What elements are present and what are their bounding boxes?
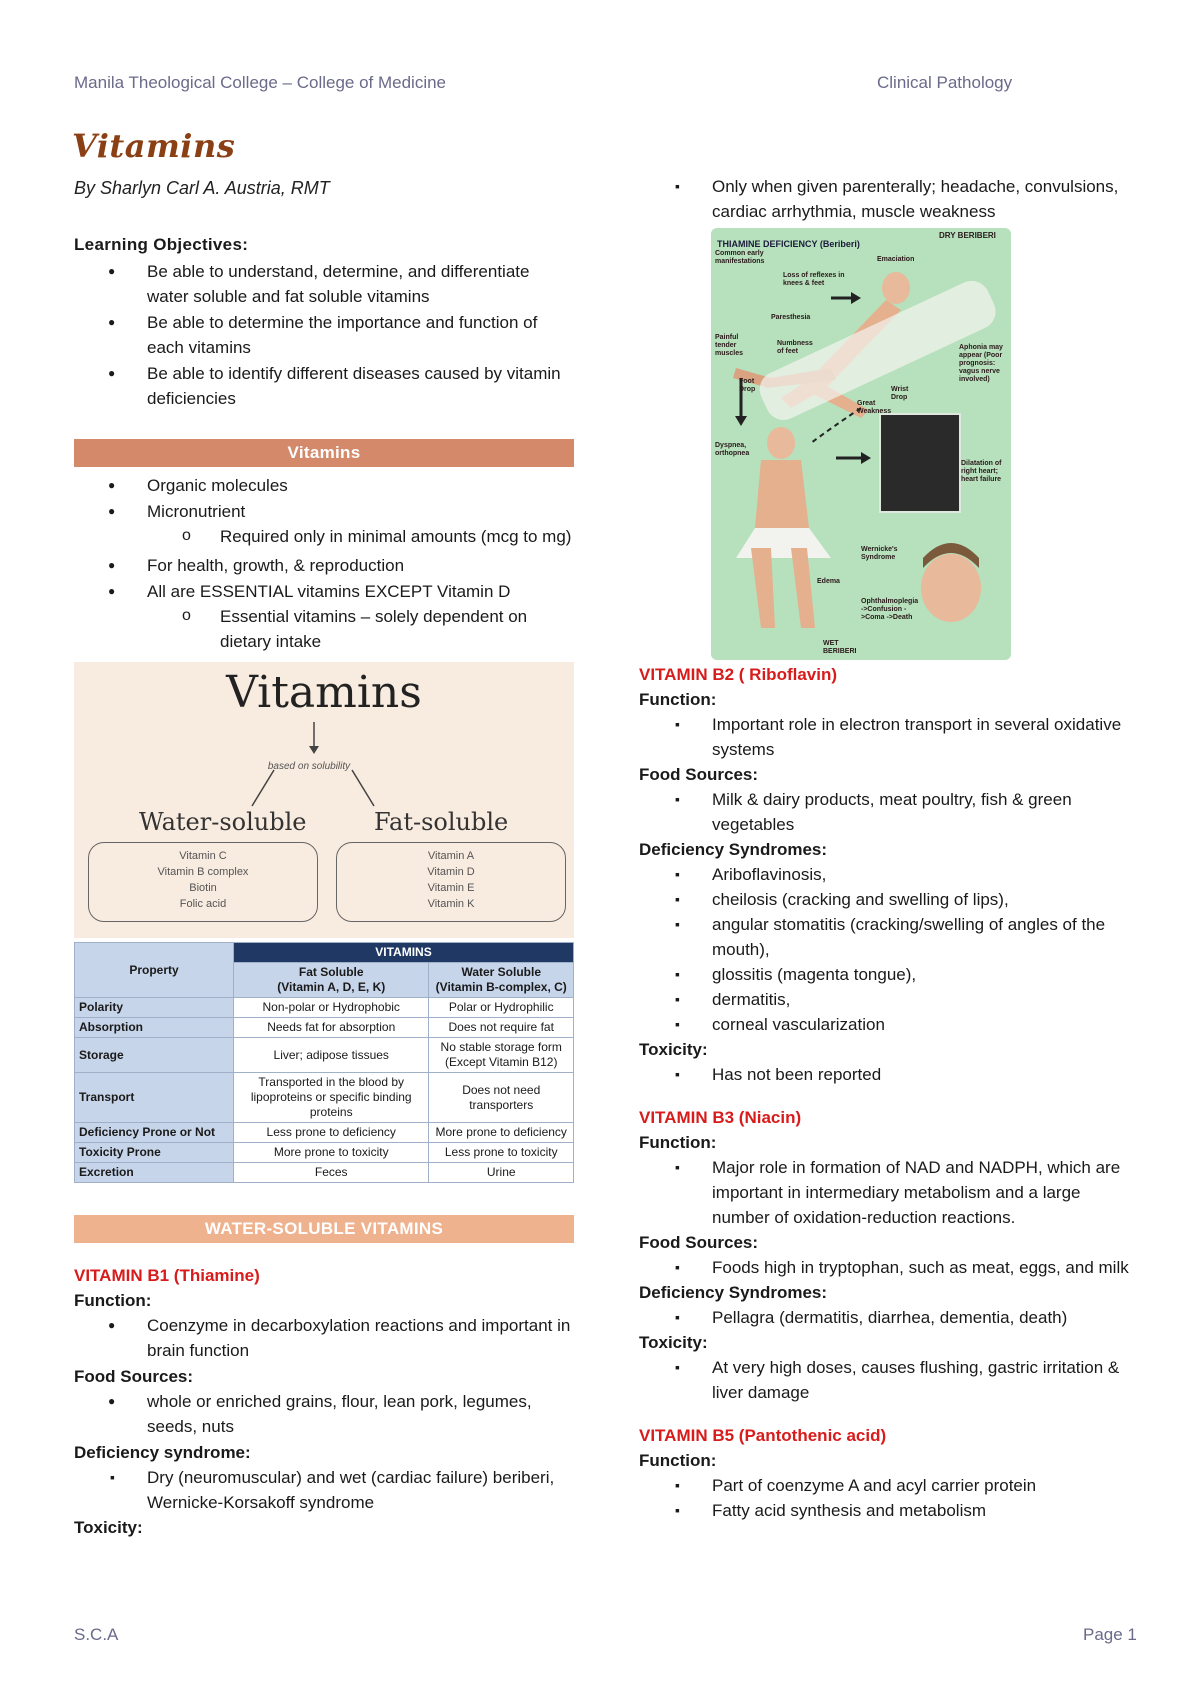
b2-deficiency-label: Deficiency Syndromes: <box>639 840 828 859</box>
vitamins-bullet-text: All are ESSENTIAL vitamins EXCEPT Vitamin D <box>147 582 511 601</box>
b2-food-list <box>639 787 1139 837</box>
b3-food-list <box>639 1255 1139 1280</box>
fat-soluble-item: Vitamin A <box>427 850 475 862</box>
b2-food-label: Food Sources: <box>639 765 759 784</box>
dry-beriberi-label: DRY BERIBERI <box>939 231 996 240</box>
table-header-fat <box>234 963 429 998</box>
table-row <box>75 1073 574 1123</box>
vitamins-list <box>74 473 574 654</box>
b1-deficiency-list <box>74 1465 574 1515</box>
vitamins-bullet <box>74 499 574 549</box>
vitamins-bullet <box>74 579 574 654</box>
fat-soluble-item: Vitamin D <box>427 866 475 878</box>
table-header-water <box>429 963 574 998</box>
objective-item: ● Be able to identify different diseases caused by vitamin deficiencies <box>74 361 574 411</box>
b1-toxicity-item: ▪ Only when given parenterally; headache, convulsions, cardiac arrhythmia, muscle weakness <box>639 174 1139 224</box>
vitamins-concept-figure <box>74 662 574 938</box>
vitamin-b5-heading: VITAMIN B5 (Pantothenic acid) <box>639 1426 887 1445</box>
fat-soluble-box <box>336 842 566 922</box>
table-cell-property: Toxicity Prone <box>75 1143 234 1163</box>
water-soluble-title: Water-soluble <box>139 808 307 836</box>
b2-function-label: Function: <box>639 690 717 709</box>
b1-deficiency-label: Deficiency syndrome: <box>74 1443 251 1462</box>
table-row <box>75 1143 574 1163</box>
b2-deficiency-item: ▪ corneal vascularization <box>639 1012 1139 1037</box>
b1-food-item: ● whole or enriched grains, flour, lean pork, legumes, seeds, nuts <box>74 1389 574 1439</box>
fat-soluble-title: Fat-soluble <box>374 808 509 836</box>
b1-function-list <box>74 1313 574 1363</box>
b5-function-label: Function: <box>639 1451 717 1470</box>
table-row <box>75 1018 574 1038</box>
objective-item: ● Be able to understand, determine, and differentiate water soluble and fat soluble vitamins <box>74 259 574 309</box>
table-cell-water: Urine <box>429 1163 574 1183</box>
b1-toxicity-list <box>639 174 1139 224</box>
vitamins-section-heading: Vitamins <box>74 439 574 467</box>
b1-function-item: ● Coenzyme in decarboxylation reactions and important in brain function <box>74 1313 574 1363</box>
b2-deficiency-item: ▪ cheilosis (cracking and swelling of lips), <box>639 887 1139 912</box>
table-cell-water: No stable storage form (Except Vitamin B12) <box>429 1038 574 1073</box>
objectives-heading: Learning Objectives: <box>74 235 249 254</box>
b2-deficiency-list <box>639 862 1139 1037</box>
b3-food-item: ▪ Foods high in tryptophan, such as meat, eggs, and milk <box>639 1255 1139 1280</box>
b3-deficiency-list <box>639 1305 1139 1330</box>
water-soluble-item: Folic acid <box>179 898 227 910</box>
left-column <box>74 232 574 1540</box>
water-soluble-item: Vitamin B complex <box>157 866 249 878</box>
footer-left: S.C.A <box>74 1625 119 1644</box>
b2-deficiency-item: ▪ dermatitis, <box>639 987 1139 1012</box>
water-soluble-box <box>88 842 318 922</box>
water-soluble-item: Vitamin C <box>179 850 227 862</box>
vitamins-sub-bullet: o Essential vitamins – solely dependent on dietary intake <box>74 604 574 654</box>
table-cell-fat: Non-polar or Hydrophobic <box>234 998 429 1018</box>
table-cell-water: More prone to deficiency <box>429 1123 574 1143</box>
b5-function-item: ▪ Part of coenzyme A and acyl carrier protein <box>639 1473 1139 1498</box>
table-header-fat-title: Fat Soluble <box>298 965 364 979</box>
table-row <box>75 1163 574 1183</box>
vitamins-sub-bullet: o Required only in minimal amounts (mcg to mg) <box>74 524 574 549</box>
table-cell-fat: More prone to toxicity <box>234 1143 429 1163</box>
b5-function-list <box>639 1473 1139 1523</box>
b2-deficiency-item: ▪ angular stomatitis (cracking/swelling of angles of the mouth), <box>639 912 1139 962</box>
footer-page-number: Page 1 <box>1083 1625 1137 1644</box>
objectives-list <box>74 259 574 411</box>
table-cell-fat: Liver; adipose tissues <box>234 1038 429 1073</box>
page-header-right: Clinical Pathology <box>877 73 1013 92</box>
b1-function-label: Function: <box>74 1291 152 1310</box>
page-title: Vitamins <box>72 127 236 165</box>
concept-arrow-label: based on solubility <box>267 761 351 772</box>
fat-soluble-item: Vitamin K <box>427 898 475 910</box>
vitamin-b2-heading: VITAMIN B2 ( Riboflavin) <box>639 665 838 684</box>
b2-function-item: ▪ Important role in electron transport in several oxidative systems <box>639 712 1139 762</box>
table-cell-property: Excretion <box>75 1163 234 1183</box>
tag-emaciation: Emaciation <box>877 256 915 263</box>
page-header-left: Manila Theological College – College of Medicine <box>74 73 447 92</box>
chest-xray <box>879 413 961 513</box>
table-cell-property: Polarity <box>75 998 234 1018</box>
b3-deficiency-label: Deficiency Syndromes: <box>639 1283 828 1302</box>
tag-dilatation: Dilatation of right heart; heart failure <box>961 460 1002 483</box>
b1-toxicity-label: Toxicity: <box>74 1518 143 1537</box>
b3-toxicity-label: Toxicity: <box>639 1333 708 1352</box>
b2-food-item: ▪ Milk & dairy products, meat poultry, fish & green vegetables <box>639 787 1139 837</box>
b3-deficiency-item: ▪ Pellagra (dermatitis, diarrhea, dementia, death) <box>639 1305 1139 1330</box>
b1-food-label: Food Sources: <box>74 1367 194 1386</box>
table-header-water-title: Water Soluble <box>461 965 542 979</box>
wet-beriberi-label: WET BERIBERI <box>823 640 857 655</box>
illustration-title: THIAMINE DEFICIENCY (Beriberi) <box>717 239 860 249</box>
water-soluble-section-heading: WATER-SOLUBLE VITAMINS <box>74 1215 574 1243</box>
tag-edema: Edema <box>817 578 840 585</box>
table-header-water-sub: (Vitamin B-complex, C) <box>435 980 567 994</box>
tag-aphonia: Aphonia may appear (Poor prognosis: vagus nerve involved) <box>959 344 1003 383</box>
table-cell-property: Absorption <box>75 1018 234 1038</box>
table-cell-property: Storage <box>75 1038 234 1073</box>
objective-item: ● Be able to determine the importance and function of each vitamins <box>74 310 574 360</box>
b3-function-label: Function: <box>639 1133 717 1152</box>
tag-foot-drop: Foot Drop <box>739 378 756 393</box>
tag-ophthalmoplegia: Ophthalmoplegia ->Confusion ->Coma ->Death <box>861 598 919 621</box>
beriberi-figures <box>711 228 1011 660</box>
vitamin-property-table <box>74 942 574 1183</box>
table-header-fat-sub: (Vitamin A, D, E, K) <box>277 980 386 994</box>
tag-painful: Painful tender muscles <box>715 334 744 357</box>
table-cell-fat: Feces <box>234 1163 429 1183</box>
table-cell-water: Less prone to toxicity <box>429 1143 574 1163</box>
table-cell-fat: Needs fat for absorption <box>234 1018 429 1038</box>
vitamin-b3-heading: VITAMIN B3 (Niacin) <box>639 1108 802 1127</box>
vitamins-bullet-text: Micronutrient <box>147 502 246 521</box>
beriberi-illustration <box>711 228 1011 660</box>
table-row <box>75 998 574 1018</box>
table-header-property: Property <box>75 943 234 998</box>
tag-dyspnea: Dyspnea, orthopnea <box>715 442 750 457</box>
fat-soluble-item: Vitamin E <box>427 882 475 894</box>
b1-food-list <box>74 1389 574 1439</box>
tag-great-weakness: Great Weakness <box>857 400 892 415</box>
b3-food-label: Food Sources: <box>639 1233 759 1252</box>
b2-toxicity-item: ▪ Has not been reported <box>639 1062 1139 1087</box>
tag-numbness: Numbness of feet <box>777 340 813 355</box>
table-cell-water: Does not need transporters <box>429 1073 574 1123</box>
b3-function-list <box>639 1155 1139 1230</box>
vitamin-b1-heading: VITAMIN B1 (Thiamine) <box>74 1266 260 1285</box>
b3-toxicity-list <box>639 1355 1139 1405</box>
b3-toxicity-item: ▪ At very high doses, causes flushing, gastric irritation & liver damage <box>639 1355 1139 1405</box>
table-cell-property: Deficiency Prone or Not <box>75 1123 234 1143</box>
b2-toxicity-label: Toxicity: <box>639 1040 708 1059</box>
b2-deficiency-item: ▪ glossitis (magenta tongue), <box>639 962 1139 987</box>
tag-reflex: Loss of reflexes in knees & feet <box>783 272 845 287</box>
right-column <box>639 174 1139 1523</box>
table-row <box>75 1123 574 1143</box>
tag-paresthesia: Paresthesia <box>771 314 811 321</box>
author-line: By Sharlyn Carl A. Austria, RMT <box>74 178 330 198</box>
b3-function-item: ▪ Major role in formation of NAD and NADPH, which are important in intermediary metabolism and a large number of oxidation-reduction reactions. <box>639 1155 1139 1230</box>
table-cell-fat: Less prone to deficiency <box>234 1123 429 1143</box>
table-cell-property: Transport <box>75 1073 234 1123</box>
table-row <box>75 1038 574 1073</box>
b2-toxicity-list <box>639 1062 1139 1087</box>
table-cell-water: Polar or Hydrophilic <box>429 998 574 1018</box>
table-cell-fat: Transported in the blood by lipoproteins or specific binding proteins <box>234 1073 429 1123</box>
tag-wernicke: Wernicke's Syndrome <box>861 546 898 561</box>
b5-function-item: ▪ Fatty acid synthesis and metabolism <box>639 1498 1139 1523</box>
concept-title: Vitamins <box>226 667 422 718</box>
vitamins-bullet: ● Organic molecules <box>74 473 574 498</box>
tag-early: Common early manifestations <box>715 250 765 265</box>
table-cell-water: Does not require fat <box>429 1018 574 1038</box>
vitamins-bullet: ● For health, growth, & reproduction <box>74 553 574 578</box>
b2-deficiency-item: ▪ Ariboflavinosis, <box>639 862 1139 887</box>
table-group-header: VITAMINS <box>234 943 574 963</box>
tag-wrist-drop: Wrist Drop <box>891 386 909 401</box>
water-soluble-item: Biotin <box>189 882 217 894</box>
b2-function-list <box>639 712 1139 762</box>
b1-deficiency-item: ▪ Dry (neuromuscular) and wet (cardiac failure) beriberi, Wernicke-Korsakoff syndrome <box>74 1465 574 1515</box>
